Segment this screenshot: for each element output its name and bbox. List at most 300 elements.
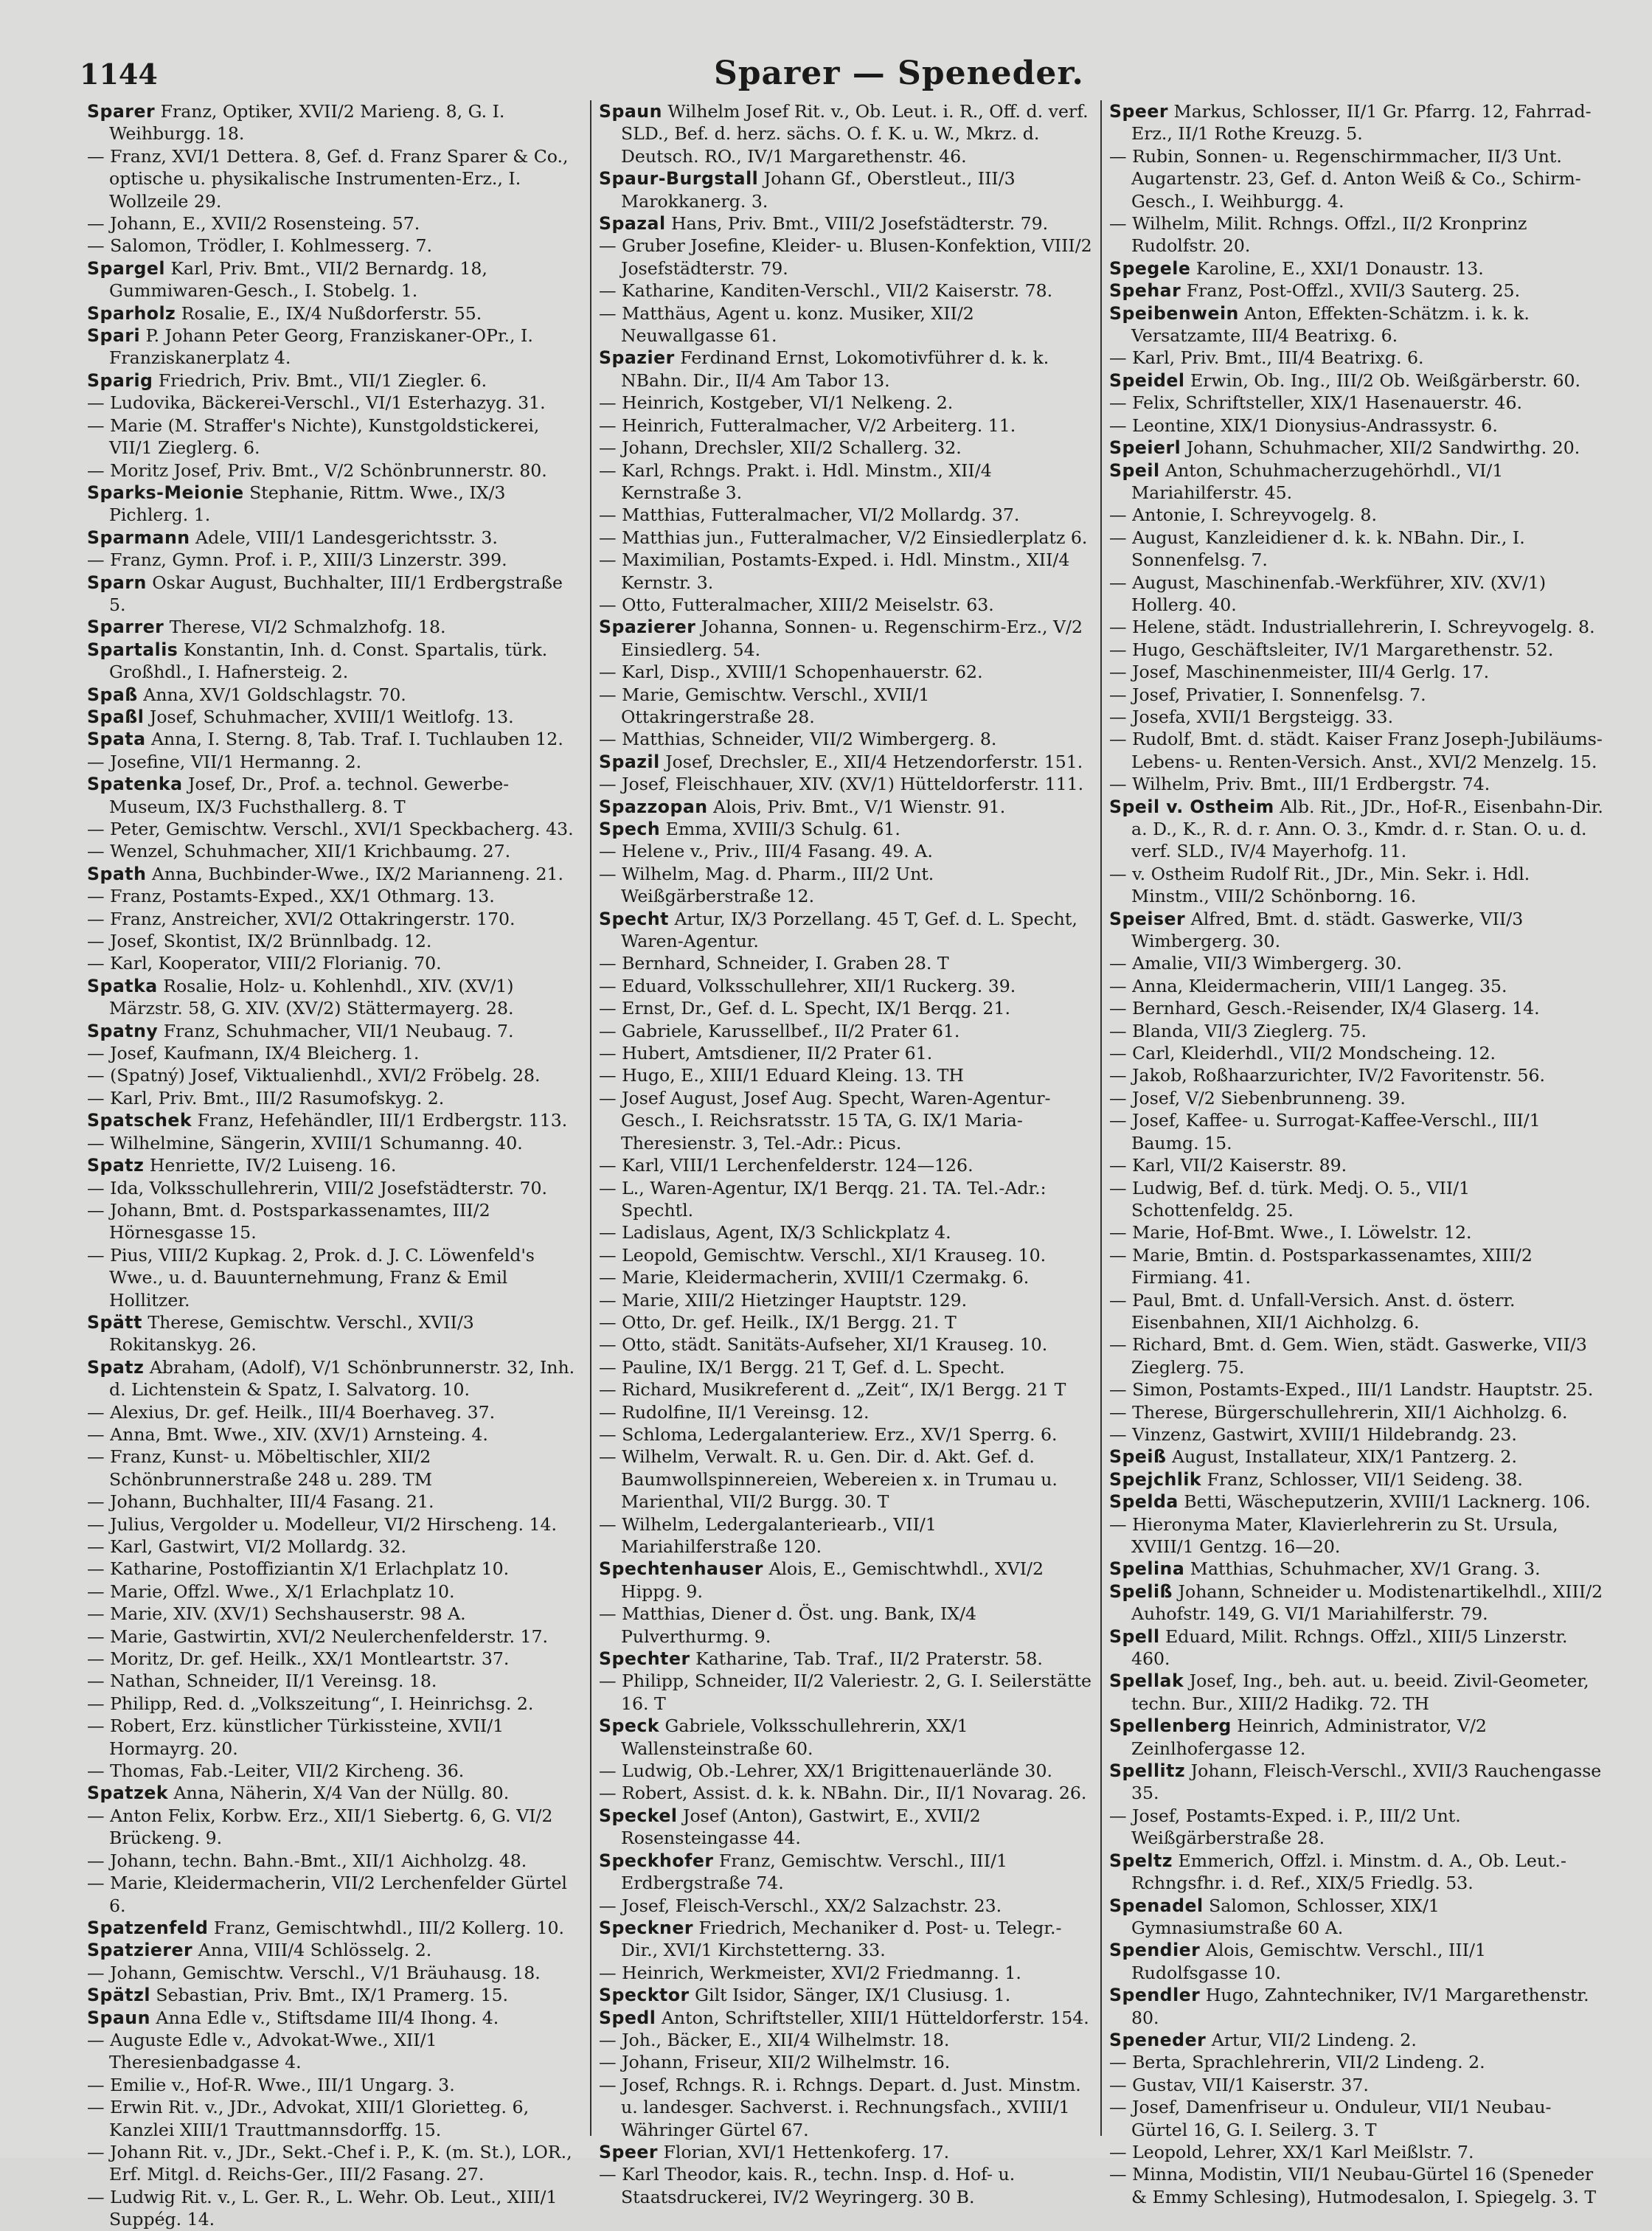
- entry-text: — Leontine, XIX/1 Dionysius-Andrassystr. 6.: [1109, 414, 1498, 436]
- directory-entry: [599, 235, 1093, 280]
- directory-entry: [1109, 2163, 1603, 2208]
- entry-surname: Spatenka: [87, 774, 183, 795]
- entry-text: Anton, Schuhmacherzugehörhdl., VI/1 Mariahilferstr. 45.: [1131, 459, 1504, 503]
- entry-text: Artur, VII/2 Lindeng. 2.: [1206, 2029, 1417, 2050]
- directory-entry: [87, 549, 583, 571]
- entry-surname: Spedl: [599, 2007, 656, 2028]
- entry-surname: Speiß: [1109, 1446, 1167, 1468]
- entry-text: Franz, Gemischtw. Verschl., III/1 Erdbergstraße 74.: [621, 1850, 1008, 1894]
- directory-entry: [1109, 1581, 1603, 1625]
- directory-entry: [1109, 908, 1603, 953]
- directory-entry: [599, 167, 1093, 212]
- entry-text: — Josef, Privatier, I. Sonnenfelsg. 7.: [1109, 684, 1426, 705]
- directory-entry: [87, 2029, 583, 2074]
- entry-text: Florian, XVI/1 Hettenkoferg. 17.: [658, 2141, 950, 2162]
- entry-text: — Berta, Sprachlehrerin, VII/2 Lindeng. 2.: [1109, 2052, 1485, 2073]
- entry-text: Johann, Schuhmacher, XII/2 Sandwirthg. 20.: [1181, 437, 1580, 459]
- entry-text: — Josefine, VII/1 Hermanng. 2.: [87, 751, 362, 772]
- directory-entry: [599, 392, 1093, 414]
- entry-text: Johann, Fleisch-Verschl., XVII/3 Rauchengasse 35.: [1131, 1760, 1602, 1804]
- entry-text: — Anna, Kleidermacherin, VIII/1 Langeg. 35.: [1109, 975, 1507, 996]
- entry-text: — Karl, Priv. Bmt., III/2 Rasumofskyg. 2.: [87, 1087, 445, 1108]
- entry-text: — Minna, Modistin, VII/1 Neubau-Gürtel 16 (Speneder & Emmy Schlesing), Hutmodesalon, I. Spiegelg. 3. T: [1109, 2164, 1597, 2207]
- directory-entry: [87, 1536, 583, 1558]
- entry-text: — (Spatný) Josef, Viktualienhdl., XVI/2 Fröbelg. 28.: [87, 1065, 541, 1086]
- directory-entry: [87, 639, 583, 684]
- entry-text: — Pius, VIII/2 Kupkag. 2, Prok. d. J. C. Löwenfeld's Wwe., u. d. Bauunternehmung, Franz & Emil Hollitzer.: [87, 1244, 535, 1311]
- entry-text: — Karl, Kooperator, VIII/2 Florianig. 70.: [87, 953, 442, 974]
- entry-text: Johann Gf., Oberstleut., III/3 Marokkanerg. 3.: [621, 168, 1016, 212]
- directory-entry: [87, 1513, 583, 1536]
- directory-entry: [87, 2141, 583, 2186]
- directory-entry: [599, 1782, 1093, 1804]
- directory-entry: [1109, 1805, 1603, 1850]
- entry-text: Anna, Näherin, X/4 Van der Nüllg. 80.: [168, 1783, 510, 1804]
- entry-text: — Wilhelm, Priv. Bmt., III/1 Erdbergstr. 74.: [1109, 774, 1490, 795]
- directory-entry: [1109, 728, 1603, 773]
- column-left: [80, 100, 590, 2230]
- entry-text: Karl, Priv. Bmt., VII/2 Bernardg. 18, Gummiwaren-Gesch., I. Stobelg. 1.: [109, 257, 487, 302]
- directory-entry: [599, 840, 1093, 862]
- directory-entry: [599, 773, 1093, 795]
- directory-entry: [599, 1648, 1093, 1670]
- entry-text: — Helene, städt. Industriallehrerin, I. Schreyvogelg. 8.: [1109, 617, 1595, 638]
- entry-surname: Spätzl: [87, 1985, 150, 2006]
- directory-entry: [599, 908, 1093, 953]
- directory-entry: [1109, 2141, 1603, 2163]
- directory-entry: [599, 1513, 1093, 1558]
- directory-entry: [1109, 1333, 1603, 1378]
- entry-surname: Speidel: [1109, 369, 1185, 391]
- entry-text: — Johann Rit. v., JDr., Sekt.-Chef i. P., K. (m. St.), LOR., Erf. Mitgl. d. Reichs-Ger., III/2 Fasang. 27.: [87, 2141, 572, 2185]
- entry-surname: Sparholz: [87, 302, 176, 324]
- directory-entry: [599, 1244, 1093, 1266]
- directory-entry: [87, 145, 583, 212]
- entry-surname: Spelina: [1109, 1558, 1185, 1580]
- entry-surname: Spech: [599, 819, 661, 839]
- directory-entry: [1109, 997, 1603, 1019]
- directory-entry: [1109, 639, 1603, 661]
- entry-text: — Karl, Gastwirt, VI/2 Mollardg. 32.: [87, 1536, 406, 1557]
- directory-entry: [1109, 773, 1603, 795]
- entry-text: — Marie, Hof-Bmt. Wwe., I. Löwelstr. 12.: [1109, 1222, 1472, 1243]
- directory-entry: [1109, 1715, 1603, 1760]
- directory-entry: [1109, 1446, 1603, 1468]
- entry-text: — Otto, städt. Sanitäts-Aufseher, XI/1 Krauseg. 10.: [599, 1334, 1048, 1356]
- entry-text: Anna, Buchbinder-Wwe., IX/2 Marianneng. 21.: [146, 863, 563, 884]
- entry-surname: Sparig: [87, 369, 153, 391]
- directory-entry: [599, 1378, 1093, 1401]
- entry-text: Emma, XVIII/3 Schulg. 61.: [660, 819, 900, 839]
- entry-surname: Spartalis: [87, 639, 178, 660]
- directory-entry: [1109, 2051, 1603, 2073]
- entry-surname: Sparer: [87, 101, 156, 122]
- directory-entry: [87, 1087, 583, 1109]
- entry-text: Stephanie, Rittm. Wwe., IX/3 Pichlerg. 1.: [109, 482, 506, 526]
- entry-text: — Paul, Bmt. d. Unfall-Versich. Anst. d. österr. Eisenbahnen, XII/1 Aichholzg. 6.: [1109, 1289, 1516, 1333]
- entry-text: — Marie, Gastwirtin, XVI/2 Neulerchenfelderstr. 17.: [87, 1625, 549, 1647]
- directory-entry: [1109, 1289, 1603, 1334]
- directory-entry: [87, 1670, 583, 1692]
- directory-entry: [1109, 1625, 1603, 1670]
- entry-surname: Spellenberg: [1109, 1715, 1232, 1737]
- directory-entry: [1109, 1378, 1603, 1401]
- directory-entry: [599, 2007, 1093, 2029]
- entry-surname: Speiser: [1109, 908, 1186, 929]
- entry-text: Karoline, E., XXI/1 Donaustr. 13.: [1190, 257, 1484, 279]
- directory-entry: [1109, 706, 1603, 728]
- entry-surname: Spelda: [1109, 1491, 1179, 1513]
- entry-text: — Wilhelmine, Sängerin, XVIII/1 Schumanng. 40.: [87, 1132, 523, 1153]
- directory-entry: [87, 1984, 583, 2006]
- entry-text: Adele, VIII/1 Landesgerichtsstr. 3.: [190, 527, 498, 548]
- directory-entry: [599, 1042, 1093, 1064]
- directory-entry: [599, 1805, 1093, 1850]
- entry-surname: Spatka: [87, 975, 158, 996]
- entry-text: — Antonie, I. Schreyvogelg. 8.: [1109, 504, 1377, 526]
- entry-text: — Josef, Maschinenmeister, III/4 Gerlg. 17.: [1109, 662, 1490, 683]
- entry-text: Franz, Schuhmacher, VII/1 Neubaug. 7.: [158, 1020, 514, 1041]
- directory-entry: [87, 751, 583, 773]
- entry-text: — Johann, Friseur, XII/2 Wilhelmstr. 16.: [599, 2052, 951, 2073]
- directory-entry: [87, 1132, 583, 1154]
- entry-text: — Matthias, Diener d. Öst. ung. Bank, IX/4 Pulverthurmg. 9.: [599, 1603, 977, 1647]
- page-number: 1144: [80, 58, 158, 91]
- directory-entry: [599, 280, 1093, 302]
- entry-text: — Eduard, Volksschullehrer, XII/1 Ruckerg. 39.: [599, 975, 1016, 996]
- directory-entry: [599, 796, 1093, 818]
- directory-entry: [1109, 975, 1603, 997]
- entry-text: Anna, I. Sterng. 8, Tab. Traf. I. Tuchlauben 12.: [145, 729, 563, 750]
- entry-surname: Sparks-Meionie: [87, 482, 244, 503]
- entry-surname: Speibenwein: [1109, 302, 1239, 324]
- entry-text: — Moritz Josef, Priv. Bmt., V/2 Schönbrunnerstr. 80.: [87, 459, 547, 481]
- entry-text: — Josef August, Josef Aug. Specht, Waren-Agentur-Gesch., I. Reichsratsstr. 15 TA, G. IX/1 Maria-Theresienstr. 3, Tel.-Adr.: Picus.: [599, 1087, 1051, 1153]
- directory-entry: [599, 1311, 1093, 1333]
- entry-text: — Heinrich, Kostgeber, VI/1 Nelkeng. 2.: [599, 392, 954, 414]
- directory-entry: [1109, 145, 1603, 212]
- entry-surname: Spata: [87, 729, 146, 750]
- entry-text: — Rudolfine, II/1 Vereinsg. 12.: [599, 1401, 870, 1423]
- entry-surname: Spazal: [599, 213, 666, 235]
- directory-entry: [1109, 504, 1603, 526]
- entry-text: Franz, Optiker, XVII/2 Marieng. 8, G. I. Weihburgg. 18.: [109, 101, 505, 145]
- entry-text: — Gruber Josefine, Kleider- u. Blusen-Konfektion, VIII/2 Josefstädterstr. 79.: [599, 235, 1092, 279]
- directory-entry: [599, 728, 1093, 750]
- directory-entry: [599, 975, 1093, 997]
- entry-text: Franz, Post-Offzl., XVII/3 Sauterg. 25.: [1181, 280, 1521, 302]
- entry-text: Hans, Priv. Bmt., VIII/2 Josefstädterstr. 79.: [665, 213, 1049, 235]
- entry-surname: Spehar: [1109, 280, 1181, 302]
- entry-text: — Erwin Rit. v., JDr., Advokat, XIII/1 Glorietteg. 6, Kanzlei XIII/1 Trauttmannsdorffg. 15.: [87, 2097, 530, 2140]
- entry-text: Alois, Priv. Bmt., V/1 Wienstr. 91.: [707, 796, 1006, 817]
- entry-text: — Johann, techn. Bahn.-Bmt., XII/1 Aichholzg. 48.: [87, 1850, 527, 1871]
- entry-text: Betti, Wäscheputzerin, XVIII/1 Lacknerg. 106.: [1178, 1491, 1591, 1513]
- entry-text: Konstantin, Inh. d. Const. Spartalis, türk. Großhdl., I. Hafnersteig. 2.: [109, 639, 548, 683]
- entry-text: Friedrich, Mechaniker d. Post- u. Telegr.-Dir., XVI/1 Kirchstetterng. 33.: [621, 1917, 1062, 1961]
- entry-surname: Spell: [1109, 1625, 1160, 1647]
- entry-surname: Speneder: [1109, 2029, 1207, 2050]
- entry-text: — Thomas, Fab.-Leiter, VII/2 Kircheng. 36.: [87, 1760, 465, 1782]
- entry-text: — Matthias jun., Futteralmacher, V/2 Einsiedlerplatz 6.: [599, 527, 1088, 548]
- entry-surname: Spätt: [87, 1311, 142, 1333]
- directory-entry: [599, 594, 1093, 616]
- entry-text: — Franz, Postamts-Exped., XX/1 Othmarg. 13.: [87, 886, 495, 907]
- directory-entry: [599, 997, 1093, 1019]
- directory-entry: [1109, 347, 1603, 369]
- entry-surname: Spaun: [599, 101, 662, 122]
- directory-entry: [599, 347, 1093, 392]
- entry-surname: Spenadel: [1109, 1895, 1204, 1916]
- entry-text: Ferdinand Ernst, Lokomotivführer d. k. k. NBahn. Dir., II/4 Am Tabor 13.: [621, 347, 1049, 391]
- directory-entry: [87, 482, 583, 527]
- directory-entry: [599, 1850, 1093, 1895]
- directory-entry: [599, 751, 1093, 773]
- entry-columns: [80, 100, 1622, 2230]
- directory-entry: [87, 527, 583, 549]
- entry-surname: Speer: [1109, 101, 1169, 122]
- entry-text: — Bernhard, Schneider, I. Graben 28. T: [599, 953, 949, 974]
- entry-text: — Gustav, VII/1 Kaiserstr. 37.: [1109, 2074, 1369, 2095]
- directory-entry: [87, 1805, 583, 1850]
- entry-text: — August, Kanzleidiener d. k. k. NBahn. Dir., I. Sonnenfelsg. 7.: [1109, 527, 1525, 571]
- entry-text: — Blanda, VII/3 Zieglerg. 75.: [1109, 1020, 1367, 1041]
- directory-entry: [87, 885, 583, 907]
- directory-entry: [1109, 414, 1603, 437]
- directory-entry: [599, 1064, 1093, 1086]
- entry-text: Gilt Isidor, Sänger, IX/1 Clusiusg. 1.: [689, 1985, 1011, 2006]
- entry-surname: Spazier: [599, 347, 675, 369]
- entry-surname: Spechtenhauser: [599, 1558, 763, 1580]
- entry-text: — Hugo, E., XIII/1 Eduard Kleing. 13. TH: [599, 1065, 964, 1086]
- entry-text: — Pauline, IX/1 Bergg. 21 T, Gef. d. L. Specht.: [599, 1356, 1005, 1378]
- directory-entry: [599, 616, 1093, 661]
- entry-text: Josef, Schuhmacher, XVIII/1 Weitlofg. 13.: [144, 706, 514, 727]
- entry-surname: Spaur-Burgstall: [599, 168, 759, 190]
- directory-entry: [599, 1446, 1093, 1513]
- entry-text: Alb. Rit., JDr., Hof-R., Eisenbahn-Dir. a. D., K., R. d. r. Ann. O. 3., Kmdr. d. r. Stan. O. u. d. verf. SLD., IV/4 Mayerhofg. 11.: [1131, 796, 1603, 862]
- entry-text: — Alexius, Dr. gef. Heilk., III/4 Boerhaveg. 37.: [87, 1401, 496, 1423]
- entry-text: — Wilhelm, Verwalt. R. u. Gen. Dir. d. Akt. Gef. d. Baumwollspinnereien, Webereien x. in Trumau u. Marienthal, VII/2 Burgg. 30. T: [599, 1446, 1058, 1513]
- directory-entry: [87, 1917, 583, 1939]
- directory-entry: [599, 2074, 1093, 2141]
- directory-entry: [599, 1266, 1093, 1288]
- entry-text: — Schloma, Ledergalanteriew. Erz., XV/1 Sperrg. 6.: [599, 1423, 1058, 1445]
- entry-surname: Spatny: [87, 1020, 159, 1041]
- entry-text: — Peter, Gemischtw. Verschl., XVI/1 Speckbacherg. 43.: [87, 819, 574, 839]
- entry-text: — Anna, Bmt. Wwe., XIV. (XV/1) Arnsteing. 4.: [87, 1423, 488, 1445]
- directory-entry: [87, 100, 583, 145]
- entry-text: Johann, Schneider u. Modistenartikelhdl., XIII/2 Auhofstr. 149, G. VI/1 Mariahilferstr. 79.: [1131, 1581, 1603, 1625]
- entry-text: — v. Ostheim Rudolf Rit., JDr., Min. Sekr. i. Hdl. Minstm., VIII/2 Schönborng. 16.: [1109, 863, 1530, 907]
- entry-text: Friedrich, Priv. Bmt., VII/1 Ziegler. 6.: [153, 369, 487, 391]
- directory-entry: [599, 1917, 1093, 1962]
- directory-entry: [599, 1154, 1093, 1176]
- entry-surname: Spargel: [87, 257, 165, 279]
- entry-text: — Matthias, Schneider, VII/2 Wimbergerg. 8.: [599, 729, 997, 750]
- directory-entry: [599, 952, 1093, 974]
- entry-text: Oskar August, Buchhalter, III/1 Erdbergstraße 5.: [109, 572, 563, 615]
- directory-entry: [1109, 1939, 1603, 1984]
- directory-entry: [1109, 1064, 1603, 1086]
- directory-entry: [87, 212, 583, 235]
- directory-entry: [87, 1177, 583, 1199]
- directory-entry: [87, 1962, 583, 1984]
- entry-text: — Otto, Dr. gef. Heilk., IX/1 Bergg. 21. T: [599, 1311, 957, 1333]
- directory-entry: [599, 1715, 1093, 1760]
- entry-surname: Spaß: [87, 684, 138, 705]
- entry-text: Alois, Gemischtw. Verschl., III/1 Rudolfsgasse 10.: [1131, 1940, 1486, 1983]
- entry-surname: Spegele: [1109, 257, 1191, 279]
- entry-text: — Maximilian, Postamts-Exped. i. Hdl. Minstm., XII/4 Kernstr. 3.: [599, 549, 1070, 593]
- directory-entry: [87, 930, 583, 952]
- directory-entry: [1109, 369, 1603, 392]
- directory-entry: [599, 527, 1093, 549]
- directory-entry: [87, 2186, 583, 2231]
- entry-text: Heinrich, Administrator, V/2 Zeinlhofergasse 12.: [1131, 1715, 1487, 1759]
- directory-entry: [1109, 212, 1603, 257]
- directory-entry: [87, 1872, 583, 1917]
- entry-text: — Karl, Rchngs. Prakt. i. Hdl. Minstm., XII/4 Kernstraße 3.: [599, 459, 992, 503]
- entry-text: — Marie, XIII/2 Hietzinger Hauptstr. 129.: [599, 1289, 968, 1311]
- entry-text: — Marie, Kleidermacherin, XVIII/1 Czermakg. 6.: [599, 1267, 1030, 1288]
- directory-entry: [599, 1895, 1093, 1917]
- entry-text: Josef (Anton), Gastwirt, E., XVII/2 Rosensteingasse 44.: [621, 1805, 981, 1849]
- entry-text: — Hubert, Amtsdiener, II/2 Prater 61.: [599, 1043, 933, 1064]
- entry-text: Salomon, Schlosser, XIX/1 Gymnasiumstraße 60 A.: [1131, 1895, 1440, 1938]
- entry-surname: Specktor: [599, 1985, 690, 2006]
- entry-text: — Julius, Vergolder u. Modelleur, VI/2 Hirscheng. 14.: [87, 1513, 558, 1535]
- directory-entry: [87, 1311, 583, 1356]
- entry-text: — Johann, Bmt. d. Postsparkassenamtes, III/2 Hörnesgasse 15.: [87, 1199, 490, 1243]
- directory-entry: [599, 212, 1093, 235]
- directory-entry: [1109, 257, 1603, 280]
- directory-entry: [599, 437, 1093, 459]
- entry-surname: Sparmann: [87, 527, 190, 548]
- entry-text: Abraham, (Adolf), V/1 Schönbrunnerstr. 32, Inh. d. Lichtenstein & Spatz, I. Salvatorg. 10.: [109, 1356, 575, 1401]
- entry-text: — Ida, Volksschullehrerin, VIII/2 Josefstädterstr. 70.: [87, 1177, 548, 1198]
- entry-surname: Spatzenfeld: [87, 1917, 209, 1938]
- directory-entry: [1109, 1491, 1603, 1513]
- directory-entry: [87, 392, 583, 414]
- entry-surname: Spath: [87, 863, 147, 884]
- directory-entry: [87, 257, 583, 302]
- entry-text: Therese, VI/2 Schmalzhofg. 18.: [164, 617, 446, 638]
- entry-text: — Simon, Postamts-Exped., III/1 Landstr. Hauptstr. 25.: [1109, 1379, 1594, 1401]
- directory-entry: [87, 616, 583, 638]
- entry-text: — Anton Felix, Korbw. Erz., XII/1 Siebertg. 6, G. VI/2 Brückeng. 9.: [87, 1805, 553, 1849]
- entry-text: Rosalie, E., IX/4 Nußdorferstr. 55.: [176, 302, 482, 324]
- directory-entry: [599, 1333, 1093, 1356]
- entry-text: Therese, Gemischtw. Verschl., XVII/3 Rokitanskyg. 26.: [109, 1311, 474, 1356]
- entry-text: Alfred, Bmt. d. städt. Gaswerke, VII/3 Wimbergerg. 30.: [1131, 908, 1524, 952]
- directory-entry: [87, 2096, 583, 2141]
- entry-text: Franz, Schlosser, VII/1 Seideng. 38.: [1201, 1468, 1523, 1490]
- directory-entry: [87, 1423, 583, 1446]
- directory-entry: [87, 863, 583, 885]
- entry-text: Henriette, IV/2 Luiseng. 16.: [144, 1155, 397, 1176]
- entry-text: — Josefa, XVII/1 Bergsteigg. 33.: [1109, 706, 1394, 727]
- entry-text: — Hugo, Geschäftsleiter, IV/1 Margarethenstr. 52.: [1109, 639, 1554, 660]
- entry-text: — Gabriele, Karussellbef., II/2 Prater 61.: [599, 1020, 960, 1041]
- directory-entry: [87, 1625, 583, 1648]
- page-header: [80, 44, 1622, 96]
- entry-text: — Rubin, Sonnen- u. Regenschirmmacher, II/3 Unt. Augartenstr. 23, Gef. d. Anton Weiß & Co., Schirm-Gesch., I. Weihburgg. 4.: [1109, 145, 1581, 212]
- directory-entry: [87, 2007, 583, 2029]
- column-right: [1100, 100, 1611, 2207]
- entry-text: — Salomon, Trödler, I. Kohlmesserg. 7.: [87, 235, 433, 257]
- directory-entry: [87, 952, 583, 974]
- directory-entry: [87, 818, 583, 840]
- entry-text: — Katharine, Kanditen-Verschl., VII/2 Kaiserstr. 78.: [599, 280, 1053, 302]
- entry-text: Anton, Effekten-Schätzm. i. k. k. Versatzamte, III/4 Beatrixg. 6.: [1131, 302, 1530, 347]
- entry-text: — Karl, Disp., XVIII/1 Schopenhauerstr. 62.: [599, 662, 983, 683]
- entry-text: — Therese, Bürgerschullehrerin, XII/1 Aichholzg. 6.: [1109, 1401, 1568, 1423]
- directory-entry: [87, 1446, 583, 1491]
- entry-surname: Speil v. Ostheim: [1109, 796, 1274, 817]
- entry-text: — Richard, Bmt. d. Gem. Wien, städt. Gaswerke, VII/3 Zieglerg. 75.: [1109, 1334, 1587, 1378]
- entry-text: — Johann, Drechsler, XII/2 Schallerg. 32.: [599, 437, 962, 459]
- entry-text: — Josef, Rchngs. R. i. Rchngs. Depart. d. Just. Minstm. u. landesger. Sachverst. i. Rechnungsfach., XVIII/1 Währinger Gürtel 67.: [599, 2074, 1081, 2140]
- entry-text: — Robert, Erz. künstlicher Türkissteine, XVII/1 Hormayrg. 20.: [87, 1715, 504, 1759]
- entry-text: — Amalie, VII/3 Wimbergerg. 30.: [1109, 953, 1402, 974]
- directory-entry: [87, 369, 583, 392]
- directory-entry: [87, 1154, 583, 1176]
- entry-text: Erwin, Ob. Ing., III/2 Ob. Weißgärberstr. 60.: [1184, 369, 1581, 391]
- directory-entry: [1109, 1895, 1603, 1940]
- directory-entry: [87, 706, 583, 728]
- directory-entry: [87, 1064, 583, 1086]
- directory-entry: [1109, 572, 1603, 617]
- entry-surname: Spechter: [599, 1648, 690, 1670]
- entry-text: — Josef, Postamts-Exped. i. P., III/2 Unt. Weißgärberstraße 28.: [1109, 1805, 1461, 1849]
- entry-text: — Philipp, Red. d. „Volkszeitung“, I. Heinrichsg. 2.: [87, 1693, 534, 1714]
- entry-text: Franz, Hefehändler, III/1 Erdbergstr. 113.: [192, 1110, 568, 1131]
- directory-entry: [1109, 1154, 1603, 1176]
- directory-entry: [87, 773, 583, 818]
- directory-entry: [87, 684, 583, 706]
- directory-entry: [87, 1648, 583, 1670]
- directory-entry: [87, 1109, 583, 1131]
- directory-entry: [599, 1087, 1093, 1154]
- entry-surname: Speck: [599, 1715, 660, 1737]
- entry-text: Matthias, Schuhmacher, XV/1 Grang. 3.: [1184, 1558, 1541, 1580]
- entry-text: — Marie, Bmtin. d. Postsparkassenamtes, XIII/2 Firmiang. 41.: [1109, 1244, 1533, 1288]
- entry-text: — Katharine, Postoffiziantin X/1 Erlachplatz 10.: [87, 1558, 510, 1580]
- entry-text: August, Installateur, XIX/1 Pantzerg. 2.: [1166, 1446, 1517, 1468]
- entry-text: — Bernhard, Gesch.-Reisender, IX/4 Glaserg. 14.: [1109, 998, 1540, 1019]
- entry-text: Johanna, Sonnen- u. Regenschirm-Erz., V/2 Einsiedlerg. 54.: [621, 617, 1083, 660]
- entry-text: — Johann, Gemischtw. Verschl., V/1 Bräuhausg. 18.: [87, 1962, 541, 1983]
- directory-entry: [599, 684, 1093, 729]
- directory-entry: [87, 1491, 583, 1513]
- entry-text: — Moritz, Dr. gef. Heilk., XX/1 Montleartstr. 37.: [87, 1648, 510, 1670]
- entry-text: Anna, XV/1 Goldschlagstr. 70.: [137, 684, 406, 705]
- directory-entry: [87, 1581, 583, 1603]
- entry-surname: Spazil: [599, 751, 660, 772]
- directory-entry: [1109, 1109, 1603, 1154]
- directory-entry: [599, 549, 1093, 594]
- directory-entry: [599, 1984, 1093, 2006]
- entry-text: — Rudolf, Bmt. d. städt. Kaiser Franz Joseph-Jubiläums-Lebens- u. Renten-Versich. Anst., XVI/2 Menzelg. 15.: [1109, 729, 1603, 772]
- directory-entry: [599, 2163, 1093, 2208]
- entry-surname: Spendier: [1109, 1940, 1201, 1961]
- entry-text: — Matthias, Futteralmacher, VI/2 Mollardg. 37.: [599, 504, 1020, 526]
- directory-entry: [599, 1558, 1093, 1603]
- directory-entry: [1109, 952, 1603, 974]
- entry-text: — Joh., Bäcker, E., XII/4 Wilhelmstr. 18.: [599, 2029, 950, 2050]
- directory-entry: [1109, 661, 1603, 683]
